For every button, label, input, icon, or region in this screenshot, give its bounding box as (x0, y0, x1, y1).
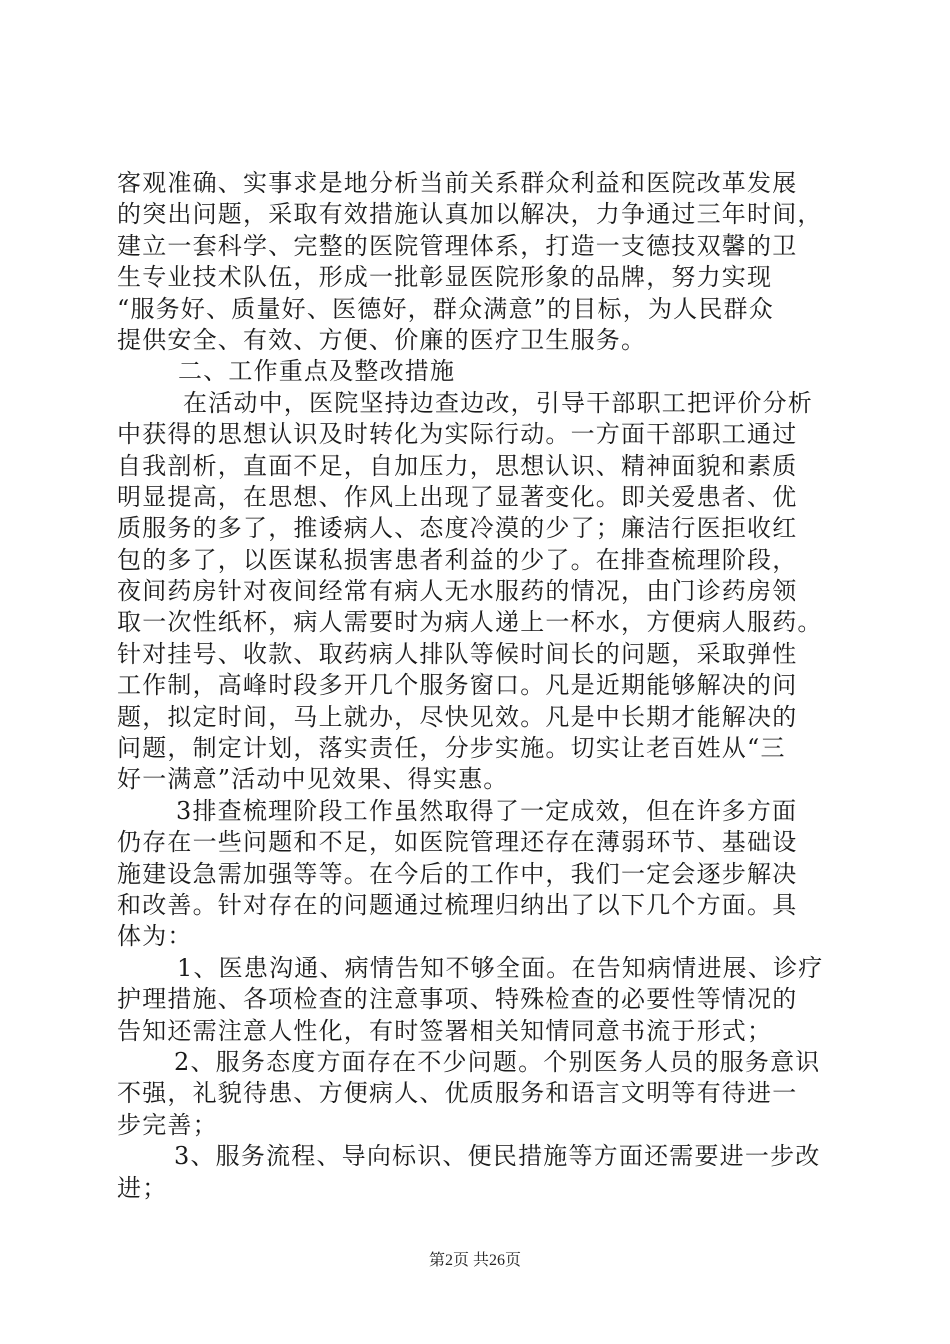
section-heading: 二、工作重点及整改措施 (178, 357, 456, 386)
text-line: 不强，礼貌待患、方便病人、优质服务和语言文明等有待进一 (117, 1079, 798, 1108)
list-item: 3、服务流程、导向标识、便民措施等方面还需要进一步改 (174, 1142, 821, 1171)
text-line: 告知还需注意人性化，有时签署相关知情同意书流于形式； (117, 1016, 773, 1045)
text-line: 工作制，高峰时段多开几个服务窗口。凡是近期能够解决的问 (117, 671, 798, 700)
text-line: 体为： (117, 922, 193, 951)
text-line: 仍存在一些问题和不足，如医院管理还存在薄弱环节、基础设 (117, 828, 798, 857)
text-line: 的突出问题，采取有效措施认真加以解决，力争通过三年时间， (117, 200, 823, 229)
list-item: 1、医患沟通、病情告知不够全面。在告知病情进展、诊疗 (177, 953, 824, 982)
text-line: 针对挂号、收款、取药病人排队等候时间长的问题，采取弹性 (117, 639, 798, 668)
text-line: 提供安全、有效、方便、价廉的医疗卫生服务。 (117, 325, 647, 354)
text-line: 施建设急需加强等等。在今后的工作中，我们一定会逐步解决 (117, 859, 798, 888)
text-line: 中获得的思想认识及时转化为实际行动。一方面干部职工通过 (117, 420, 798, 449)
page-number-footer: 第2页 共26页 (428, 1252, 521, 1269)
text-line: 夜间药房针对夜间经常有病人无水服药的情况，由门诊药房领 (117, 577, 798, 606)
text-line: 包的多了，以医谋私损害患者利益的少了。在排查梳理阶段， (117, 545, 798, 574)
list-item: 2、服务态度方面存在不少问题。个别医务人员的服务意识 (174, 1047, 821, 1076)
text-line: 题，拟定时间，马上就办，尽快见效。凡是中长期才能解决的 (117, 702, 798, 731)
document-body (117, 168, 831, 1204)
text-line: 护理措施、各项检查的注意事项、特殊检查的必要性等情况的 (117, 985, 798, 1014)
text-line: 和改善。针对存在的问题通过梳理归纳出了以下几个方面。具 (117, 890, 798, 919)
text-line: 质服务的多了，推诿病人、态度冷漠的少了；廉洁行医拒收红 (117, 514, 798, 543)
text-line: 建立一套科学、完整的医院管理体系，打造一支德技双馨的卫 (117, 231, 798, 260)
text-line: “服务好、质量好、医德好，群众满意”的目标，为人民群众 (117, 294, 774, 323)
text-line: 问题，制定计划，落实责任，分步实施。切实让老百姓从“三 (117, 734, 786, 763)
text-line: 进； (117, 1173, 168, 1202)
text-line: 取一次性纸杯，病人需要时为病人递上一杯水，方便病人服药。 (117, 608, 823, 637)
text-line: 生专业技术队伍，形成一批彰显医院形象的品牌，努力实现 (117, 263, 773, 292)
text-line: 自我剖析，直面不足，自加压力，思想认识、精神面貌和素质 (117, 451, 798, 480)
text-line: 客观准确、实事求是地分析当前关系群众利益和医院改革发展 (117, 169, 798, 197)
text-line: 在活动中，医院坚持边查边改，引导干部职工把评价分析 (183, 388, 813, 417)
text-line: 好一满意”活动中见效果、得实惠。 (117, 765, 509, 794)
text-line: 明显提高，在思想、作风上出现了显著变化。即关爱患者、优 (117, 482, 798, 511)
text-line: 3排查梳理阶段工作虽然取得了一定成效，但在许多方面 (176, 796, 798, 825)
text-line: 步完善； (117, 1110, 218, 1139)
